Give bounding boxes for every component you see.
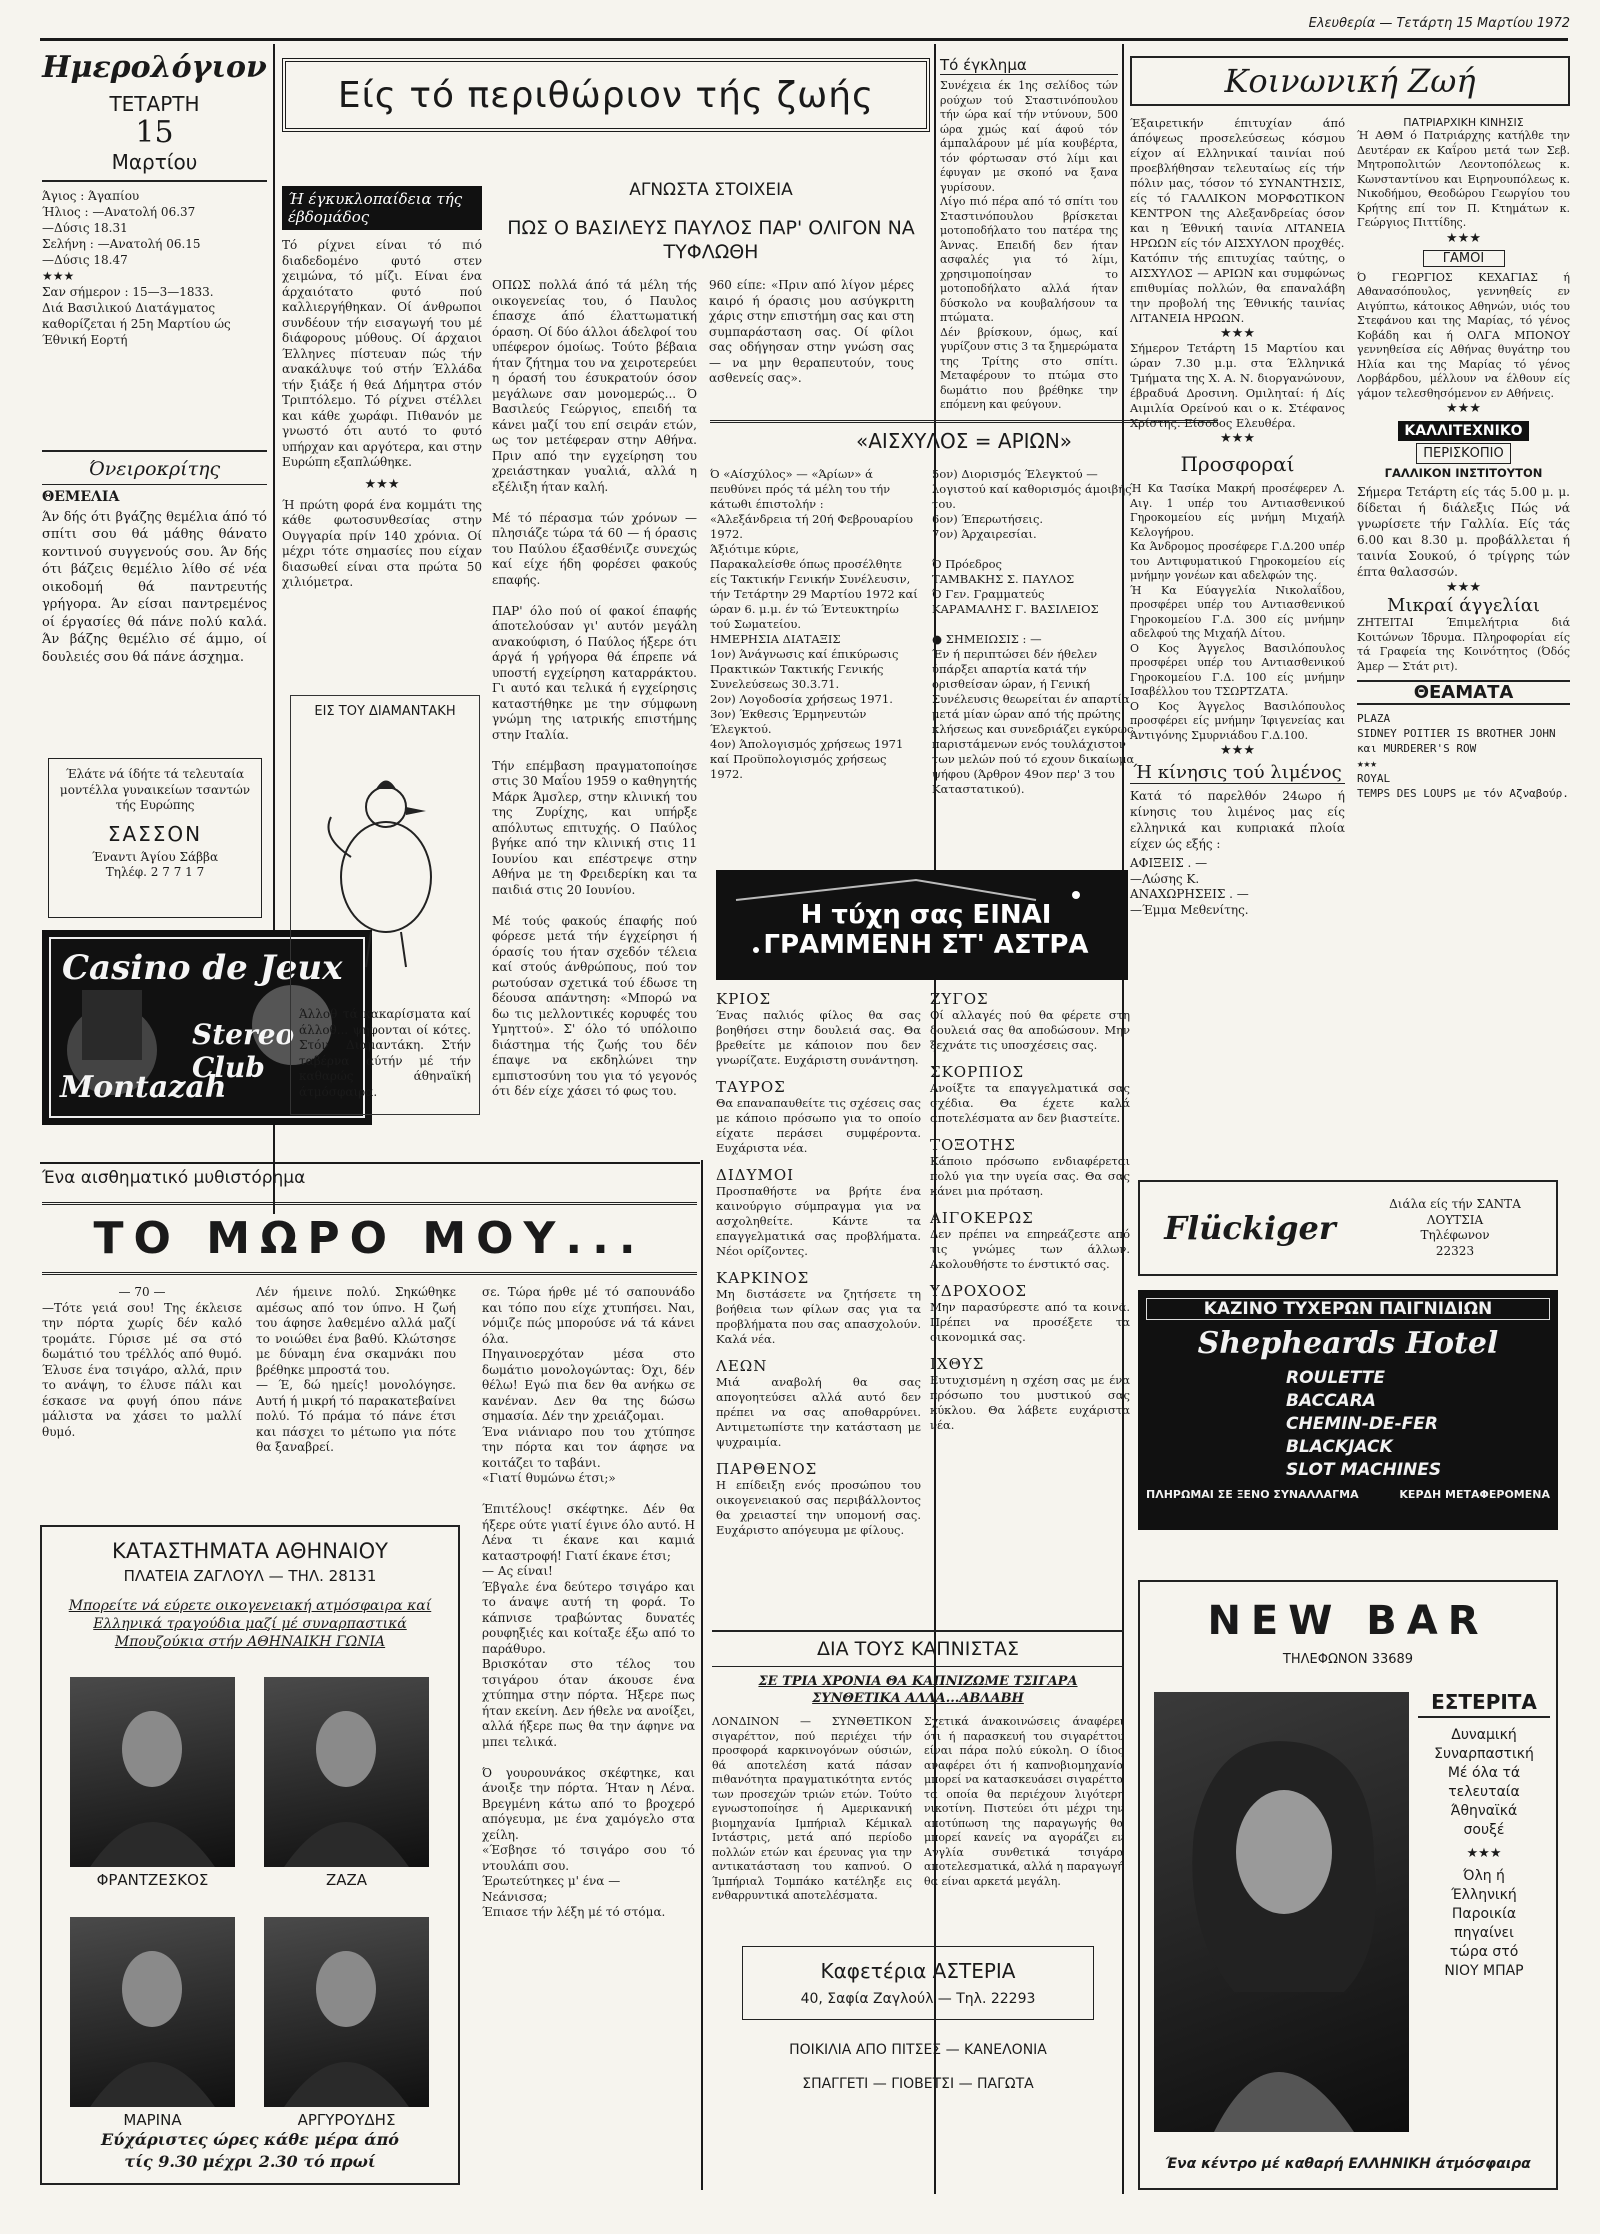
banner-title: Είς τό περιθώριον τής ζωής xyxy=(337,74,875,116)
column-rule xyxy=(701,1160,703,2190)
horoscope-sign: ΙΧΘΥΣ xyxy=(930,1355,985,1373)
aeschylus-title: «ΑΙΣΧΥΛΟΣ = ΑΡΙΩΝ» xyxy=(855,429,1073,453)
sasson-ad-address: Έναντι Άγίου Σάββα xyxy=(91,849,219,864)
social-stars: ★★★ xyxy=(1220,431,1255,446)
newbar-phone: ΤΗΛΕΦΩΝΟΝ 33689 xyxy=(1282,1652,1414,1667)
banner xyxy=(282,58,930,132)
newbar-lines xyxy=(1418,1726,1550,1840)
weddings-title: ΓΑΜΟΙ xyxy=(1423,250,1505,267)
offers-title: Προσφοραί xyxy=(1180,452,1295,476)
artist-photo xyxy=(264,1917,429,2129)
social-title: Κοινωνική Ζωή xyxy=(1130,56,1570,106)
dreams-body: Άν δής ότι βγάζης θεμέλια άπό τό σπίτι σου θά μάθης θάνατο κοντινού συγγενούς σου. Άν δής ότι βάζεις θεμέλιο λίθο σέ νέα οικοδομή θά παντρευτής γρήγορα. Άν είσαι παντρεμένος οί έργασίες θά πάνε πολύ καλά. Άν βάζης θεμέλιο σέ άμμο, οί δουλειές σου θά πάνε άσχημα. xyxy=(42,509,267,665)
athenaios-footer-2: τίς 9.30 μέχρι 2.30 τό πρωί xyxy=(124,2152,376,2171)
classifieds-title: Μικραί άγγελίαι xyxy=(1387,595,1540,616)
periskopio-name1: ΚΑΛΛΙΤΕΧΝΙΚΟ xyxy=(1398,421,1528,441)
horoscope-text: Θα επαναπαυθείτε τις σχέσεις σας με κάποιο πρόσωπο για το οποίο είχατε περάσει συμφέροντα. Ευχάριστα νέα. xyxy=(716,1096,921,1155)
artist-photo xyxy=(70,1677,235,1889)
horoscope-right xyxy=(930,990,1130,1570)
encyclopedia-title: Ή έγκυκλοπαίδεια τής έβδομάδος xyxy=(282,186,482,230)
horoscope-entry xyxy=(930,1136,1130,1199)
unknown-facts-headline: ΠΩΣ Ο ΒΑΣΙΛΕΥΣ ΠΑΥΛΟΣ ΠΑΡ' ΟΛΙΓΟΝ ΝΑ ΤΥΦΛΩΘΗ xyxy=(507,217,915,263)
casino2-game: BACCARA xyxy=(1286,1391,1376,1411)
horoscope-text: Ευτυχισμένη η σχέση σας με ένα πρόσωπο του μυστικού σας κύκλου. Θα λάβετε ευχάριστα νέα. xyxy=(930,1373,1130,1432)
patriarchate-title: ΠΑΤΡΙΑΡΧΙΚΗ ΚΙΝΗΣΙΣ xyxy=(1403,116,1524,129)
horoscope-text: Μην παρασύρεστε από τα κοινά. Πρέπει να προσέξετε τα οικονομικά σας. xyxy=(930,1300,1130,1344)
horoscope-sign: ΥΔΡΟΧΟΟΣ xyxy=(930,1282,1028,1300)
newbar-line: Συναρπαστική xyxy=(1434,1746,1534,1762)
newbar-stars: ★★★ xyxy=(1466,1846,1502,1861)
casino2-game: ROULETTE xyxy=(1286,1368,1385,1388)
smokers-headline: ΣΕ ΤΡΙΑ ΧΡΟΝΙΑ ΘΑ ΚΑΠΝΙΖΩΜΕ ΤΣΙΓΑΡΑ ΣΥΝΘΕΤΙΚΑ ΑΛΛΑ...ΑΒΛΑΒΗ xyxy=(758,1674,1078,1706)
newbar-line: Άθηναϊκά xyxy=(1450,1803,1518,1819)
asteria-ad-line1: ΠΟΙΚΙΛΙΑ ΑΠΟ ΠΙΤΣΕΣ — ΚΑΝΕΛΟΝΙΑ xyxy=(789,2042,1047,2058)
casino-ad-line1: Casino de Jeux xyxy=(62,948,343,988)
horoscope-entry xyxy=(716,1357,921,1450)
horoscope-text: Οί αλλαγές πού θα φέρετε στη δουλειά σας θα αποδώσουν. Μην ξεχνάτε τις υποσχέσεις σας. xyxy=(930,1008,1130,1052)
weddings-body: Ό ΓΕΩΡΓΙΟΣ ΚΕΧΑΓΙΑΣ ή Αθανασόπουλος, γεννηθείς εν Αιγύπτω, κάτοικος Αθηνών, υιός του Στεφάνου και της Μαρίας, τό γένος Κοβάδη και ή ΟΛΓΑ ΜΠΟΝΟΥ γεννηθείσα είς Αθήνας θυγάτηρ του Ηλία και της Μαρίας τό γένος Λορβάρδου, μέλλουν να έλθουν είς γάμον τελεσθησόμενον εν Αθήνεις. xyxy=(1357,270,1570,400)
diamantakis-caption: Άλλοθ τά κακαρίσματα καί άλλοθ... ψηφονται οί κότες. Στόν Διαμαντάκη. Στήν ταβέρνα αύτήν μέ τήν καθαρώς άθηναϊκή άτμόσφαιρα. xyxy=(299,1007,471,1099)
sasson-ad-text: Έλάτε νά ίδήτε τά τελευταία μοντέλλα γυναικείων τσαντών τής Ευρώπης xyxy=(59,767,251,812)
athenaios-intro: Μπορείτε νά εύρετε οικογενειακή ατμόσφαιρα καί Ελληνικά τραγούδια μαζί μέ συναρπαστικά Μπουζούκια στήν ΑΘΗΝΑΙΚΗ ΓΩΝΙΑ xyxy=(68,1598,432,1650)
encyclopedia-body-2: Ή πρώτη φορά ένα κομμάτι της κάθε φωτοσυνθεσίας στην Ουγγαρία πρίν 140 χρόνια. Οί μέχρι τότε σημασίες που είχαν διασωθεί είναι στα πρώτα 50 χιλιόμετρα. xyxy=(282,497,482,589)
shows-body: PLAZA SIDNEY POITIER IS BROTHER JOHN και MURDERER'S ROW ★★★ ROYAL TEMPS DES LOUPS με τόν Αζναβούρ. xyxy=(1357,712,1569,800)
top-rule xyxy=(40,38,1568,41)
calendar-weekday: ΤΕΤΑΡΤΗ xyxy=(109,92,200,116)
newbar-footer: Ένα κέντρο μέ καθαρή ΕΛΛΗΝΙΚΗ άτμόσφαιρα xyxy=(1165,2156,1531,2172)
issue-date: Τετάρτη 15 Μαρτίου 1972 xyxy=(1396,16,1570,31)
artist-name: ΖΑΖΑ xyxy=(325,1871,368,1889)
social-show: Σήμερον Τετάρτη 15 Μαρτίου και ώραν 7.30 μ.μ. στα Έλληνικά Τμήματα της Χ. Α. Ν. διοργανώνουν, έβραδυά Δροσινη. Ομιληταί: ή Δίς Αιμιλία Ορείνού και ο κ. Στέφανος Χρίστης. Είσοδος Ελευθέρα. xyxy=(1130,341,1345,430)
asteria-ad-line2: ΣΠΑΓΓΕΤΙ — ΓΙΟΒΕΤΣΙ — ΠΑΓΩΤΑ xyxy=(802,2076,1034,2092)
horoscope-sign: ΚΑΡΚΙΝΟΣ xyxy=(716,1269,810,1287)
horoscope-sign: ΤΟΞΟΤΗΣ xyxy=(930,1136,1016,1154)
horoscope-sign: ΚΡΙΟΣ xyxy=(716,990,772,1008)
newbar-line: Παροικία xyxy=(1451,1906,1517,1922)
encyclopedia-body: Τό ρίχνει είναι τό πιό διαδεδομένο φυτό στεν χειμώνα, τό μίζι. Είναι ένα άρχαιότατο φυτό πού καλλιεργήθηκαν. Οί άνθρωποι συνδέουν τήν εισαγωγή του μέ διάφορους μύθους. Οί άρχαιοι Έλληνες πίστευαν πώς τήν ανακάλυψε τού στήν Έλλάδα τήν ξιάξε ή θεά Δήμητρα στόν Τριπτόλεμο. Τό ρίχνει στέλλει και κάθε χωράφι. Πιθανόν με γνωστό ότι αυτό το φυτό υπήρχαν και αργότερα, και στην Ευρώπη εξαπλώθηκε. xyxy=(282,238,482,469)
artist-photo xyxy=(264,1677,429,1889)
diamantakis-title: ΕΙΣ ΤΟΥ ΔΙΑΜΑΝΤΑΚΗ xyxy=(314,704,456,719)
dreams-title: Όνειροκρίτης xyxy=(88,457,221,480)
port-title: Ή κίνησις τού λιμένος xyxy=(1130,762,1345,784)
newbar-line: Έλληνική xyxy=(1451,1887,1517,1903)
horoscope-entry xyxy=(716,990,921,1068)
horoscope-sign: ΔΙΔΥΜΟΙ xyxy=(716,1166,795,1184)
social-stars: ★★★ xyxy=(1220,743,1255,758)
dreams-word: ΘΕΜΕΛΙΑ xyxy=(42,488,120,505)
sasson-ad-phone: Τηλέφ. 2 7 7 1 7 xyxy=(105,865,205,879)
indictment-title: Τό έγκλημα xyxy=(940,56,1118,75)
periskopio-name3: ΓΑΛΛΙΚΟΝ ΙΝΣΤΙΤΟΥΤΟΝ xyxy=(1384,466,1543,480)
horoscope-banner xyxy=(716,870,1128,980)
casino2-ad xyxy=(1138,1290,1558,1530)
port-departures: ΑΝΑΧΩΡΗΣΕΙΣ . — —Έμμα Μεθενίτης. xyxy=(1130,887,1249,917)
horoscope-sign: ΠΑΡΘΕΝΟΣ xyxy=(716,1460,818,1478)
social-lead: Έξαιρετικήν έπιτυχίαν άπό άπόψεως προσελεύσεως κόσμου είχον αί Ελληνικαί ταινίαι πού προεβλήθησαν τελευταίως είς τήν πόλιν μας, τόσον τό ΣΥΝΑΝΤΗΣΙΣ, είς τό ΓΑΛΛΙΚΟΝ ΜΟΡΦΩΤΙΚΟΝ ΚΕΝΤΡΟΝ της Αλεξανδρείας όσον και η Έθνική ταινία ΛΙΤΑΝΕΙΑ ΗΡΩΩΝ είς τόν ΑΙΣΧΥΛΟΝ προχθές. Κατόπιν τής επιτυχίας ταύτης, ο ΑΙΣΧΥΛΟΣ — ΑΡΙΩΝ και συμφώνως επιθυμίας πολλών, θα επαναλάβη την προβολή της Έθνικής ταινίας ΛΙΤΑΝΕΙΑ ΗΡΩΩΝ. xyxy=(1130,116,1345,325)
dreams-section xyxy=(42,450,267,750)
smokers-col1: ΛΟΝΔΙΝΟΝ — ΣΥΝΘΕΤΙΚΟΝ σιγαρέττον, πού περιέχει τήν προσφορά καρκινογόνων ούσιών, θά αποτελέση κατά πάσαν πιθανότητα πραγματικότητα εντός των προσεχών τριών ετών. Τούτο εγνωστοποίησε ή Αμερικανική βιομηχανία Ιμπήριαλ Κέμικαλ Ιντάστρις, μετά από περίοδο πολλών ετών και έρευνας για την αντικατάσταση του καπνού. Ο Ίμπήριαλ Τομπάκο κατέληξε εις ενθαρρυντικά αποτελέσματα. xyxy=(712,1715,912,1902)
newbar-line: Μέ όλα τά xyxy=(1447,1765,1521,1781)
fluckiger-brand: Flückiger xyxy=(1164,1209,1336,1247)
fluckiger-ad xyxy=(1138,1180,1558,1276)
section-rule xyxy=(40,1162,700,1164)
page-header: Ελευθερία — Τετάρτη 15 Μαρτίου 1972 xyxy=(1308,16,1570,31)
horoscope-text: Μη διστάσετε να ζητήσετε τη βοήθεια των φίλων σας για τα προβλήματα που σας απασχολούν. Καλά νέα. xyxy=(716,1287,921,1346)
casino2-foot-right: ΚΕΡΔΗ ΜΕΤΑΦΕΡΟΜΕΝΑ xyxy=(1399,1488,1550,1501)
social-stars: ★★★ xyxy=(1446,401,1481,416)
newbar-line: πηγαίνει xyxy=(1454,1925,1514,1941)
rooster-illustration xyxy=(291,727,481,977)
port-arrivals: ΑΦΙΞΕΙΣ . — —Λώσης Κ. xyxy=(1130,856,1208,886)
horoscope-text: Η επίδειξη ενός προσώπου του οικογενειακού σας περιβάλλοντος θα χρειαστεί την υπομονή σας. Ευχάριστο απόγευμα με φίλους. xyxy=(716,1478,921,1537)
serial-col1: —Τότε γειά σου! Της έκλεισε την πόρτα χωρίς δέν καλό τρομάτε. Γύρισε μέ σα στό δωμάτιό του τρέλλός από θυμό. Έλυσε ένα τσιγάρο, αλλά, πριν το ανάψη, το έλυσε πάλι και έσκασε να φυγή όπου πάνε μάλιστα να χάσει το μαλλί θυμό. xyxy=(42,1300,242,1439)
offers-body: Ή Κα Τασίκα Μακρή προσέφερεν Λ. Αιγ. 1 υπέρ του Αντιασθενικού Γηροκομείου είς μνήμη Μιχαήλ Κελογήρου. Κα Άνδρομος προσέφερε Γ.Δ.200 υπέρ του Αντιφυματικού Γηροκομείου είς μνήμην γονέων και αδελφών της. Ή Κα Εύαγγελία Νικολαΐδου, προσφέρει υπέρ του Αντιασθενικού Γηροκομείου Γ.Δ. 300 είς μνήμην αδελφού της Μιχαήλ Δίτου. Ο Κος Άγγελος Βασιλόπουλος προσφέρει υπέρ του Αντιασθενικού Γηροκομείου Γ.Δ. 100 είς μνήμην Ισαβέλλου του ΤΣΩΡΤΖΑΤΑ. Ο Κος Άγγελος Βασιλόπουλος προσφέρει είς μνήμην Ίφιγενείας και Άντιγόνης Σμυρνιάδου Γ.Δ.100. xyxy=(1130,482,1345,742)
calendar-title: Ημερολόγιον xyxy=(42,50,267,85)
horoscope-entry xyxy=(716,1269,921,1347)
newbar-singer: ΕΣΤΕΡΙΤΑ xyxy=(1418,1690,1550,1718)
serial-number: — 70 — xyxy=(118,1285,166,1299)
casino2-line1: ΚΑΖΙΝΟ ΤΥΧΕΡΩΝ ΠΑΙΓΝΙΔΙΩΝ xyxy=(1146,1298,1550,1320)
horoscope-entry xyxy=(716,1078,921,1156)
sasson-ad-name: ΣΑΣΣΟΝ xyxy=(107,821,203,846)
port-body: Κατά τό παρελθόν 24ωρο ή κίνησις του λιμένος μας είς ελληνικά και κυπριακά πλοία είχεν ώς εξής : xyxy=(1130,789,1345,851)
horoscope-text: Προσπαθήστε να βρήτε ένα καινούργιο σύμπραγμα για να ασχοληθείτε. Κάντε τα επαγγελματικά σας προβλήματα. Νέοι ορίζοντες. xyxy=(716,1184,921,1258)
horoscope-sign: ΑΙΓΟΚΕΡΩΣ xyxy=(930,1209,1034,1227)
newbar-lines-2 xyxy=(1418,1867,1550,1981)
horoscope-sign: ΖΥΓΟΣ xyxy=(930,990,989,1008)
artist-name: ΦΡΑΝΤΖΕΣΚΟΣ xyxy=(96,1871,209,1889)
calendar-day: 15 xyxy=(135,115,174,150)
social-stars: ★★★ xyxy=(1220,326,1255,341)
newspaper-name: Ελευθερία xyxy=(1308,16,1376,31)
artist-name: ΑΡΓΥΡΟΥΔΗΣ xyxy=(297,2111,396,2129)
casino-ad-line2: Stereo Club xyxy=(192,1018,295,1084)
casino-ad-place: Montazah xyxy=(60,1070,227,1105)
unknown-facts-col2: 960 είπε: «Πριν από λίγον μέρες καιρό ή όρασις μου ασύγκριτη χάρις στην επιστήμη σας και στη συμπαράσταση σας. Οί φίλοι σας οδήγησαν στην γνώση σας — να μην θεραπευτούν, τους ασθενείς σας». xyxy=(709,278,914,385)
serial-col2: Λέν ήμεινε πολύ. Σηκώθηκε αμέσως από τον ύπνο. Η ζωή του άφησε λαθεμένο αλλά μαζί το νοιώθει ένα βαθύ. Κλώτσησε με δύναμη ένα σκαμνάκι που βρέθηκε μπροστά του. — Έ, δώ ημείς! μονολόγησε. Αυτή ή μικρή τό παρακατεβαίνει πολύ. Τό πράμα τό πάνε έτσι και πάσχει το μέτωπο για πότε θα ξαναβρεί. xyxy=(256,1285,456,1454)
casino2-game: SLOT MACHINES xyxy=(1286,1460,1442,1480)
smokers-kicker: ΔΙΑ ΤΟΥΣ ΚΑΠΝΙΣΤΑΣ xyxy=(816,1638,1020,1660)
shows-title: ΘΕΑΜΑΤΑ xyxy=(1357,680,1570,705)
newbar-title: NEW BAR xyxy=(1207,1598,1489,1644)
horoscope-sign: ΤΑΥΡΟΣ xyxy=(716,1078,786,1096)
aeschylus-col-left: Ό «Αίσχύλος» — «Άρίων» ά πευθύνει πρός τά μέλη του τήν κάτωθι έπιστολήν : «Άλεξάνδρεια τή 20ή Φεβρουαρίου 1972. Άξιότιμε κύριε, Παρακαλείσθε όπως προσέλθητε είς Τακτικήν Γενικήν Συνέλευσιν, τήν Τετάρτην 29 Μαρτίου 1972 καί ώραν 6. μ.μ. έν τώ Έντευκτηρίω τού Σωματείου. ΗΜΕΡΗΣΙΑ ΔΙΑΤΑΞΙΣ 1ον) Άνάγνωσις καί έπικύρωσις Πρακτικών Τακτικής Γενικής Συνελεύσεως 30.3.71. 2ον) Λογοδοσία χρήσεως 1971. 3ον) Έκθεσις Έρμηνευτών Έλεγκτού. 4ον) Άπολογισμός χρήσεως 1971 καί Προϋπολογισμός χρήσεως 1972. xyxy=(710,467,918,781)
singer-photo xyxy=(1154,1692,1409,2132)
indictment-article xyxy=(940,56,1118,411)
newbar-line: σουξέ xyxy=(1463,1822,1505,1838)
artist-photo xyxy=(70,1917,235,2129)
smokers-col2: Σχετικά άνακοινώσεις άναφέρει ότι ή παρασκευή του σιγαρέττου είναι πάρα πολύ εύκολη. Ο ίδιος αναφέρει ότι ή καπνοβιομηχανία μπορεί να κατασκευάσει σιγαρέττα τα οποία θα περιέχουν λιγότερη νικοτίνη. Πιστεύει ότι μέχρι την αποτύπωση της παραγωγής θα μπορεί κανείς να αγοράζει εν Αγγλία συνθετικά τσιγάρα αποτελεσματικά, αλλά η παραγωγή θα είναι αρκετά μεγάλη. xyxy=(924,1715,1124,1888)
horoscope-text: Ένας παλιός φίλος θα σας βοηθήσει στην δουλειά σας. Θα βρεθείτε με κάποιον που δεν γνωρίζατε. Ευχάριστη συνάντηση. xyxy=(716,1008,921,1067)
horoscope-banner-title: Η τύχη σας ΕΙΝΑΙ ΓΡΑΜΜΕΝΗ ΣΤ' ΑΣΤΡΑ xyxy=(763,900,1089,960)
periskopio-body: Σήμερα Τετάρτη είς τάς 5.00 μ. μ. δίδεται ή διάλεξις Πώς νά γνωρίσετε τήν Γαλλία. Είς τάς 6.00 και 8.30 μ. προβάλλεται ή ταινία Σουκού, ό τρίγρης τών έπτα θαλασσών. xyxy=(1357,485,1570,579)
athenaios-title: ΚΑΤΑΣΤΗΜΑΤΑ ΑΘΗΝΑΙΟΥ xyxy=(112,1539,388,1563)
artist-name: ΜΑΡΙΝΑ xyxy=(123,2111,182,2129)
casino2-game: CHEMIN-DE-FER xyxy=(1286,1414,1438,1434)
calendar-month: Μαρτίου xyxy=(111,150,198,174)
indictment-body: Συνέχεια έκ 1ης σελίδος τών ρούχων τού Σταστινόπουλου τήν ώρα καί τήν ντύνουν, 500 ώρα χμώς καί άφού τόν άμπαλάρουν μέ μία κουβέρτα, τόν φόρτωσαν στό λίμι και έφυγαν με σκοπό να ξανα γυρίσουν. Λίγο πιό πέρα από τό σπίτι του Σταστινόπουλου βρίσκεται μοτοποδήλατο του πατέρα της Άννας. Επειδή δεν ήταν ασφαλές για τό λίμι, χρησιμοποίησαν το μοτοποδήλατο αλλά ήταν δύσκολο να κουβαλήσουν τα πτώματα. Δέν βρίσκουν, όμως, καί γυρίζουν στις 3 τα ξημερώματα της Τρίτης στο σπίτι. Μεταφέρουν το πτώμα στο δωμάτιο που βρέθηκε την επόμενη και φεύγουν. xyxy=(940,79,1118,411)
horoscope-sign: ΛΕΩΝ xyxy=(716,1357,768,1375)
serial-title: ΤΟ ΜΩΡΟ ΜΟΥ... xyxy=(42,1202,697,1275)
horoscope-text: Κάποιο πρόσωπο ενδιαφέρεται πολύ για την υγεία σας. Θα σας κάνει μια πρόταση. xyxy=(930,1154,1130,1198)
newbar-line: Δυναμική xyxy=(1451,1727,1517,1743)
horoscope-entry xyxy=(930,1063,1130,1126)
horoscope-entry xyxy=(716,1166,921,1259)
singer-portrait-art xyxy=(1154,1692,1409,2132)
periskopio-name2: ΠΕΡΙΣΚΟΠΙΟ xyxy=(1416,443,1510,464)
encyclopedia-stars: ★★★ xyxy=(364,476,400,492)
encyclopedia-section xyxy=(282,186,482,706)
casino2-line2: Shepheards Hotel xyxy=(1197,1326,1499,1361)
athenaios-address: ΠΛΑΤΕΙΑ ΖΑΓΛΟΥΛ — ΤΗΛ. 28131 xyxy=(123,1567,377,1585)
newbar-line: Όλη ή xyxy=(1463,1868,1505,1884)
horoscope-left xyxy=(716,990,921,1570)
newbar-ad xyxy=(1138,1580,1558,2190)
fluckiger-phone-label: Τηλέφωνον xyxy=(1420,1228,1490,1242)
horoscope-entry xyxy=(930,1209,1130,1272)
asteria-ad-address: 40, Σαφία Ζαγλούλ — Τηλ. 22293 xyxy=(800,1991,1036,2007)
aeschylus-col-right: 5ον) Διορισμός Έλεγκτού — λογιστού καί καθορισμός άμοιβής του. 6ον) Έπερωτήσεις. 7ον) Άρχαιρεσίαι. Ό Πρόεδρος ΤΑΜΒΑΚΗΣ Σ. ΠΑΥΛΟΣ Ό Γεν. Γραμματεύς ΚΑΡΑΜΑΛΗΣ Γ. ΒΑΣΙΛΕΙΟΣ ● ΣΗΜΕΙΩΣΙΣ : — Έν ή περιπτώσει δέν ήθελεν ύπάρξει απαρτία κατά τήν ορισθείσαν ώραν, ή Γενική Συνέλευσις θεωρείται έν απαρτία μετά μίαν ώραν από τής πρώτης κλήσεως και συνεδριάζει εγκύρως παριστάμενων ενός τουλάχιστον των μελών πού τό εχουν δικαίωμα ψήφου (Άρθρον 49ον περ' 3 του Καταστατικού). xyxy=(932,467,1135,796)
newbar-line: τώρα στό xyxy=(1449,1944,1519,1960)
social-life xyxy=(1130,56,1570,1176)
social-stars: ★★★ xyxy=(1446,230,1481,246)
athenaios-ad xyxy=(40,1525,460,2185)
diamantakis-ad xyxy=(290,695,480,1115)
horoscope-entry xyxy=(716,1460,921,1538)
horoscope-sign: ΣΚΟΡΠΙΟΣ xyxy=(930,1063,1025,1081)
horoscope-entry xyxy=(930,990,1130,1053)
smokers-article xyxy=(712,1630,1124,1920)
horoscope-text: Μιά αναβολή θα σας απογοητεύσει αλλά αυτό δεν πρέπει να σας αποθαρρύνει. Αντιμετωπίστε την κατάσταση με ψυχραιμία. xyxy=(716,1375,921,1449)
casino2-game: BLACKJACK xyxy=(1286,1437,1393,1457)
social-stars: ★★★ xyxy=(1446,580,1481,595)
horoscope-text: Ανοίξτε τα επαγγελματικά σας σχέδια. Θα έχετε καλά αποτελέσματα αν δεν βιαστείτε. xyxy=(930,1081,1130,1125)
unknown-facts-kicker: ΑΓΝΩΣΤΑ ΣΤΟΙΧΕΙΑ xyxy=(629,180,793,200)
serial-kicker: Ένα αισθηματικό μυθιστόρημα xyxy=(42,1168,306,1188)
horoscope-entry xyxy=(930,1282,1130,1345)
athenaios-footer-1: Εύχάριστες ώρες κάθε μέρα άπό xyxy=(101,2130,399,2149)
casino2-foot-left: ΠΛΗΡΩΜΑΙ ΣΕ ΞΕΝΟ ΣΥΝΑΛΛΑΓΜΑ xyxy=(1146,1488,1359,1501)
horoscope-text: Δεν πρέπει να επηρεάζεστε από τις γνώμες των άλλων. Ακολουθήστε το ένστικτό σας. xyxy=(930,1227,1130,1271)
newbar-line: ΝΙΟΥ ΜΠΑΡ xyxy=(1444,1963,1524,1979)
asteria-ad xyxy=(712,1930,1124,2190)
horoscope-entry xyxy=(930,1355,1130,1433)
fluckiger-phone: 22323 xyxy=(1435,1243,1475,1258)
serial-col3: σε. Τώρα ήρθε μέ τό σαπουνάδο και τόπο που είχε χτυπήσει. Ναι, νόμιζε πώς μπορούσε νά τά κάνει όλα. Πηγαινοερχόταν μέσα στο δωμάτιο μονολογώντας: Όχι, δέν θέλω! Εγώ πια δεν θα ανήκω σε κανέναν. Δεν θα της δώσω σημασία. Δέν την χρειάζομαι. Ένα νιάνιαρο που του χτύπησε την πόρτα και τον άφησε να κοιτάζει το ταβάνι. «Γιατί θυμώνω έτσι;» Έπιτέλους! σκέφτηκε. Δέν θα ήξερε ούτε γιατί έγινε όλο αυτό. Η Λένα τι έκανε και καμιά καταστροφή! Γιατί έκανε έτσι; — Ας είναι! Έβγαλε ένα δεύτερο τσιγάρο και το άναψε αυτή τη φορά. Το κάπνισε τραβώντας δυνατές ρουφηξιές και κοίταξε έξω από το παράθυρο. Βρισκόταν στο τέλος του τσιγάρου όταν άκουσε ένα χτύπημα στην πόρτα. Ήξερε πως ήταν εκείνη. Δεν ήθελε να ανοίξει, αλλά ήξερε πως θα την άφηνε να μπει τελικά. Ό γουρουνάκος σκέφτηκε, και άνοιξε την πόρτα. Ήταν η Λένα. Βρεγμένη κάτω από το βροχερό απόγευμα, με ένα χαμόγελο στα χείλη. «Έσβησε τό τσιγάρο σου τό ντουλάπι σου. Έρωτεύτηκες μ' ένα — Νεάνισσα; Έπιασε τήν λέξη μέ τό στόμα. xyxy=(482,1285,695,1919)
fluckiger-text: Διάλα είς τήν ΣΑΝΤΑ ΛΟΥΤΣΙΑ xyxy=(1389,1197,1521,1227)
patriarchate-body: Ή ΑΘΜ ό Πατριάρχης κατήλθε την Δευτέραν εκ Καΐρου μετά των Σεβ. Μητροπολιτών Λεοντοπόλεως κ. Κωνσταντίνου και Ειρηνουπόλεως κ. Νικοδήμου, Θεοδώρου Γεωργίου του Κρήτης επί τον Π. Κτημάτων κ. Γεώργιος Πιττίδης. xyxy=(1357,129,1570,229)
unknown-facts-col1: ΟΠΩΣ πολλά άπό τά μέλη τής οικογενείας του, ό Παυλος έπασχε άπό έλαττωματική όραση. Οί δύο άλλοι άδελφοί του υπέφερον όμοίως. Τούτο βέβαια ήταν ζήτημα του να χειροτερεύει η όρασή του έσυκρατούν όσον μεγάλωνε σαν μονομερώς... Ό Βασιλεύς Γεώργιος, επειδή τα κάνει μαζί του επί σειράν ετών, ως τον μετέφεραν στην Αθήνα. Πριν από την εγχείρηση του χρειάστηκαν γυαλιά, αλλά η εξέλιξη ήταν καλή. Μέ τό πέρασμα τών χρόνων — πλησιάζε τώρα τά 60 — ή όρασις του Παύλου έξασθένιζε συνεχώς καί είχε ήδη φορέσει φακούς επαφής. ΠΑΡ' όλο πού οί φακοί έπαφής άποτελούσαν γι' αυτόν μεγάλη ανακούφιση, ό Παύλος ήξερε ότι άργά ή γρήγορα θά έπρεπε νά υποστή εγχείρηση καταρράκτου. Γι αυτό και τελικά ή εγχείρησις καταστήθηκε με την σύμφωνη γνώμη της ιατρικής επιστήμης στην Ιταλία. Τήν επέμβαση πραγματοποίησε στις 30 Μαΐου 1959 ο καθηγητής Μάρκ Άμσλερ, στην κλινική του της Ζυρίχης, και υπήρξε απόλυτως επιτυχής. Ο Παύλος βγήκε από την κλινική στις 11 Ιουνίου και επέστρεψε στην Αθήνα με τη Φρειδερίκη και τα παιδιά στις 20 Ιουνίου. Μέ τούς φακούς έπαφής πού φόρεσε μετά τήν έγχείρησι ή όρασίς του ήταν σχεδόν τέλεια καί στούς άνθρώπους, πού τον ρωτούσαν σχετικά τού έδωσε τη δέουσα απάντηση: «Μπορώ να δω τις μελλοντικές κορυφές του Υμηττού». Σ' όλο τό υπόλοιπο διάστημα τής ζωής του δέν έπαψε να εκδηλώνει την εμπιστοσύνη του για τό γεγονός ότι δέν είχε χάσει τό φως του. xyxy=(492,278,697,1098)
calendar-body: Άγιος : Άγαπίου Ήλιος : —Ανατολή 06.37 —Δύσις 18.31 Σελήνη : —Ανατολή 06.15 —Δύσις 18.47 ★★★ Σαν σήμερον : 15—3—1833. Διά Βασιλικού Διατάγματος καθορίζεται ή 25η Μαρτίου ώς Έθνική Εορτή xyxy=(42,188,231,347)
asteria-ad-name: Καφετέρια ΑΣΤΕΡΙΑ xyxy=(820,1959,1016,1983)
classifieds-body: ΖΗΤΕΙΤΑΙ Έπιμελήτρια διά Κοιτώνων Ίδρυμα. Πληροφορίαι είς τά Γραφεία της Κοινότητος (Όδός Άμερ — Στάτ ριτ). xyxy=(1357,616,1570,673)
newbar-line: τελευταία xyxy=(1448,1784,1520,1800)
casino2-games xyxy=(1286,1367,1550,1482)
calendar-section xyxy=(42,50,267,450)
sasson-ad xyxy=(48,758,262,918)
